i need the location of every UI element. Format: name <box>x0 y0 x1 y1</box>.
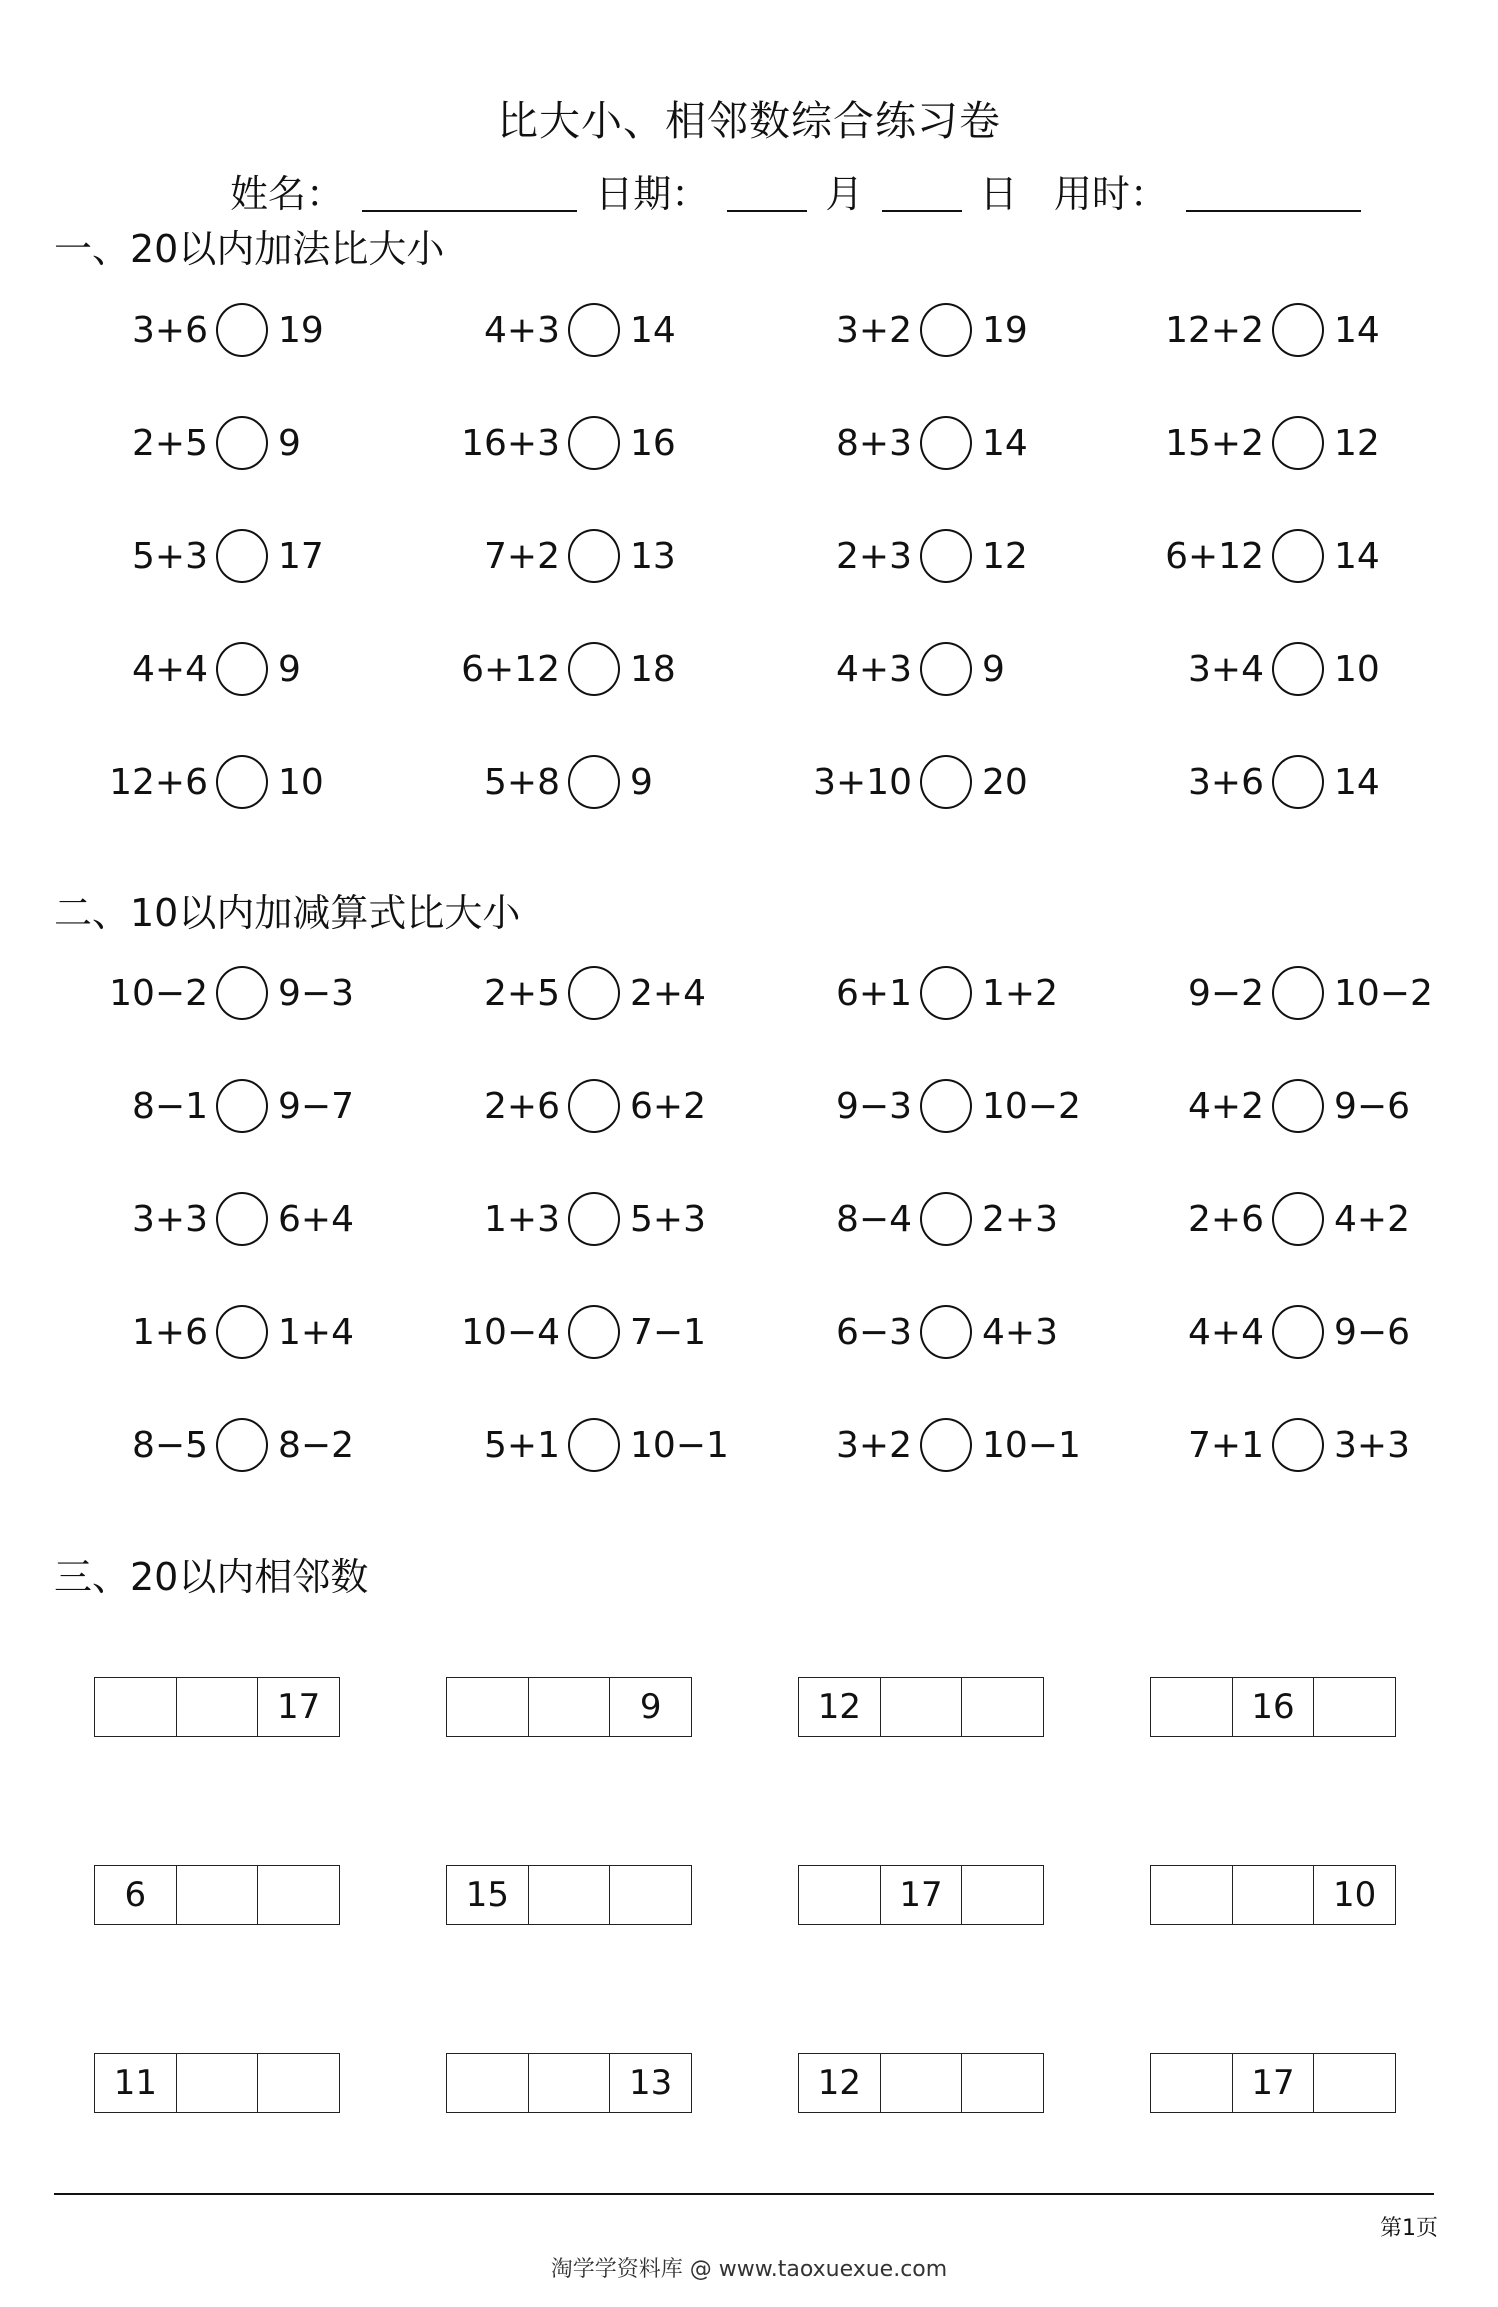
right-expression: 13 <box>630 536 676 577</box>
blank-number-box[interactable] <box>1314 2054 1395 2112</box>
adjacent-number-boxes <box>798 1865 1044 1925</box>
given-number-box: 17 <box>1233 2054 1315 2112</box>
blank-number-box[interactable] <box>799 1866 881 1924</box>
right-expression: 10−2 <box>982 1086 1081 1127</box>
right-expression: 9−3 <box>278 973 354 1014</box>
answer-circle[interactable] <box>568 1305 620 1359</box>
answer-circle[interactable] <box>568 1418 620 1472</box>
name-blank[interactable] <box>362 170 577 212</box>
answer-circle[interactable] <box>216 1418 268 1472</box>
right-expression: 12 <box>1334 423 1380 464</box>
right-expression: 17 <box>278 536 324 577</box>
left-expression: 1+6 <box>132 1312 208 1353</box>
right-expression: 3+3 <box>1334 1425 1410 1466</box>
blank-number-box[interactable] <box>1151 1866 1233 1924</box>
answer-circle[interactable] <box>568 755 620 809</box>
answer-circle[interactable] <box>1272 303 1324 357</box>
left-expression: 9−2 <box>1188 973 1264 1014</box>
adjacent-number-boxes <box>446 2053 692 2113</box>
left-expression: 2+5 <box>132 423 208 464</box>
right-expression: 10−2 <box>1334 973 1433 1014</box>
student-info-line <box>230 163 1330 216</box>
right-expression: 9−6 <box>1334 1086 1410 1127</box>
adjacent-number-boxes <box>94 1677 340 1737</box>
right-expression: 4+3 <box>982 1312 1058 1353</box>
answer-circle[interactable] <box>920 1305 972 1359</box>
answer-circle[interactable] <box>1272 1418 1324 1472</box>
section-2-heading: 二、10以内加减算式比大小 <box>54 891 521 935</box>
blank-number-box[interactable] <box>1151 2054 1233 2112</box>
right-expression: 9−7 <box>278 1086 354 1127</box>
right-expression: 10 <box>278 762 324 803</box>
left-expression: 7+1 <box>1188 1425 1264 1466</box>
right-expression: 14 <box>982 423 1028 464</box>
answer-circle[interactable] <box>1272 1305 1324 1359</box>
adjacent-number-boxes <box>446 1677 692 1737</box>
month-label: 月 <box>825 172 864 216</box>
day-blank[interactable] <box>882 170 962 212</box>
blank-number-box[interactable] <box>1314 1678 1395 1736</box>
left-expression: 8−4 <box>836 1199 912 1240</box>
answer-circle[interactable] <box>920 966 972 1020</box>
answer-circle[interactable] <box>216 642 268 696</box>
left-expression: 2+5 <box>484 973 560 1014</box>
blank-number-box[interactable] <box>447 1678 529 1736</box>
right-expression: 9 <box>278 649 301 690</box>
right-expression: 16 <box>630 423 676 464</box>
footer-divider <box>54 2193 1434 2195</box>
left-expression: 5+8 <box>484 762 560 803</box>
left-expression: 4+4 <box>1188 1312 1264 1353</box>
section-3-heading: 三、20以内相邻数 <box>54 1555 369 1599</box>
right-expression: 14 <box>630 310 676 351</box>
answer-circle[interactable] <box>216 416 268 470</box>
given-number-box: 11 <box>95 2054 177 2112</box>
answer-circle[interactable] <box>920 755 972 809</box>
adjacent-number-boxes <box>1150 2053 1396 2113</box>
right-expression: 8−2 <box>278 1425 354 1466</box>
answer-circle[interactable] <box>1272 416 1324 470</box>
given-number-box: 10 <box>1333 1875 1377 1915</box>
left-expression: 3+10 <box>813 762 912 803</box>
answer-circle[interactable] <box>216 966 268 1020</box>
answer-circle[interactable] <box>1272 755 1324 809</box>
right-expression: 7−1 <box>630 1312 706 1353</box>
date-label: 日期： <box>595 172 710 216</box>
right-expression: 14 <box>1334 310 1380 351</box>
blank-number-box[interactable] <box>881 1678 963 1736</box>
right-expression: 1+4 <box>278 1312 354 1353</box>
right-expression: 1+2 <box>982 973 1058 1014</box>
blank-number-box[interactable] <box>610 1866 691 1924</box>
answer-circle[interactable] <box>1272 966 1324 1020</box>
right-expression: 10−1 <box>982 1425 1081 1466</box>
answer-circle[interactable] <box>1272 642 1324 696</box>
left-expression: 12+2 <box>1165 310 1264 351</box>
day-label: 日 <box>979 172 1018 216</box>
blank-number-box[interactable] <box>529 2054 611 2112</box>
answer-circle[interactable] <box>920 416 972 470</box>
answer-circle[interactable] <box>1272 1192 1324 1246</box>
answer-circle[interactable] <box>568 303 620 357</box>
left-expression: 8+3 <box>836 423 912 464</box>
left-expression: 6+12 <box>1165 536 1264 577</box>
page-title: 比大小、相邻数综合练习卷 <box>497 97 1001 145</box>
right-expression: 6+4 <box>278 1199 354 1240</box>
blank-number-box[interactable] <box>529 1866 611 1924</box>
right-expression: 10 <box>1334 649 1380 690</box>
given-number-box: 12 <box>799 1678 881 1736</box>
left-expression: 9−3 <box>836 1086 912 1127</box>
blank-number-box[interactable] <box>1233 1866 1315 1924</box>
blank-number-box[interactable] <box>881 2054 963 2112</box>
right-expression: 9−6 <box>1334 1312 1410 1353</box>
blank-number-box[interactable] <box>962 2054 1043 2112</box>
blank-number-box[interactable] <box>1151 1678 1233 1736</box>
adjacent-number-boxes <box>798 1677 1044 1737</box>
left-expression: 4+3 <box>836 649 912 690</box>
answer-circle[interactable] <box>568 1079 620 1133</box>
left-expression: 3+2 <box>836 310 912 351</box>
right-expression: 4+2 <box>1334 1199 1410 1240</box>
given-number-box: 9 <box>639 1687 662 1727</box>
answer-circle[interactable] <box>216 1305 268 1359</box>
answer-circle[interactable] <box>216 303 268 357</box>
answer-circle[interactable] <box>920 642 972 696</box>
answer-circle[interactable] <box>920 1192 972 1246</box>
footer-watermark: 淘学学资料库 @ www.taoxuexue.com <box>550 2257 948 2282</box>
given-number-box: 16 <box>1233 1678 1315 1736</box>
right-expression: 2+4 <box>630 973 706 1014</box>
answer-circle[interactable] <box>920 1079 972 1133</box>
answer-circle[interactable] <box>920 1418 972 1472</box>
left-expression: 6+12 <box>461 649 560 690</box>
right-expression: 12 <box>982 536 1028 577</box>
right-expression: 5+3 <box>630 1199 706 1240</box>
left-expression: 2+3 <box>836 536 912 577</box>
left-expression: 6−3 <box>836 1312 912 1353</box>
blank-number-box[interactable] <box>177 1678 259 1736</box>
blank-number-box[interactable] <box>962 1678 1043 1736</box>
left-expression: 2+6 <box>1188 1199 1264 1240</box>
blank-number-box[interactable] <box>258 1866 339 1924</box>
right-expression: 2+3 <box>982 1199 1058 1240</box>
answer-circle[interactable] <box>216 529 268 583</box>
answer-circle[interactable] <box>216 1192 268 1246</box>
right-expression: 14 <box>1334 762 1380 803</box>
left-expression: 4+3 <box>484 310 560 351</box>
right-expression: 6+2 <box>630 1086 706 1127</box>
right-expression: 9 <box>278 423 301 464</box>
left-expression: 3+4 <box>1188 649 1264 690</box>
answer-circle[interactable] <box>1272 529 1324 583</box>
given-number-box: 15 <box>447 1866 529 1924</box>
month-blank[interactable] <box>727 170 807 212</box>
time-label: 用时： <box>1053 172 1168 216</box>
given-number-box: 17 <box>277 1687 321 1727</box>
given-number-box: 12 <box>799 2054 881 2112</box>
answer-circle[interactable] <box>216 1079 268 1133</box>
adjacent-number-boxes <box>446 1865 692 1925</box>
left-expression: 16+3 <box>461 423 560 464</box>
left-expression: 6+1 <box>836 973 912 1014</box>
left-expression: 8−5 <box>132 1425 208 1466</box>
answer-circle[interactable] <box>216 755 268 809</box>
answer-circle[interactable] <box>920 303 972 357</box>
right-expression: 9 <box>630 762 653 803</box>
given-number-box: 6 <box>95 1866 177 1924</box>
left-expression: 4+2 <box>1188 1086 1264 1127</box>
left-expression: 10−4 <box>461 1312 560 1353</box>
blank-number-box[interactable] <box>529 1678 611 1736</box>
right-expression: 19 <box>982 310 1028 351</box>
adjacent-number-boxes <box>1150 1865 1396 1925</box>
section-1-heading: 一、20以内加法比大小 <box>54 227 445 271</box>
left-expression: 10−2 <box>109 973 208 1014</box>
answer-circle[interactable] <box>568 529 620 583</box>
adjacent-number-boxes <box>94 1865 340 1925</box>
left-expression: 3+6 <box>132 310 208 351</box>
page-number: 第1页 <box>1380 2216 1438 2241</box>
blank-number-box[interactable] <box>95 1678 177 1736</box>
answer-circle[interactable] <box>568 416 620 470</box>
blank-number-box[interactable] <box>447 2054 529 2112</box>
name-label: 姓名： <box>230 172 345 216</box>
left-expression: 5+3 <box>132 536 208 577</box>
left-expression: 3+3 <box>132 1199 208 1240</box>
left-expression: 12+6 <box>109 762 208 803</box>
blank-number-box[interactable] <box>962 1866 1043 1924</box>
answer-circle[interactable] <box>568 966 620 1020</box>
left-expression: 7+2 <box>484 536 560 577</box>
answer-circle[interactable] <box>920 529 972 583</box>
left-expression: 4+4 <box>132 649 208 690</box>
right-expression: 14 <box>1334 536 1380 577</box>
left-expression: 2+6 <box>484 1086 560 1127</box>
answer-circle[interactable] <box>568 1192 620 1246</box>
left-expression: 1+3 <box>484 1199 560 1240</box>
left-expression: 15+2 <box>1165 423 1264 464</box>
blank-number-box[interactable] <box>177 2054 259 2112</box>
given-number-box: 17 <box>881 1866 963 1924</box>
answer-circle[interactable] <box>568 642 620 696</box>
left-expression: 8−1 <box>132 1086 208 1127</box>
blank-number-box[interactable] <box>258 2054 339 2112</box>
left-expression: 5+1 <box>484 1425 560 1466</box>
blank-number-box[interactable] <box>177 1866 259 1924</box>
adjacent-number-boxes <box>94 2053 340 2113</box>
right-expression: 20 <box>982 762 1028 803</box>
time-blank[interactable] <box>1186 170 1361 212</box>
left-expression: 3+6 <box>1188 762 1264 803</box>
right-expression: 18 <box>630 649 676 690</box>
left-expression: 3+2 <box>836 1425 912 1466</box>
answer-circle[interactable] <box>1272 1079 1324 1133</box>
adjacent-number-boxes <box>798 2053 1044 2113</box>
adjacent-number-boxes <box>1150 1677 1396 1737</box>
right-expression: 19 <box>278 310 324 351</box>
right-expression: 10−1 <box>630 1425 729 1466</box>
given-number-box: 13 <box>629 2063 673 2103</box>
right-expression: 9 <box>982 649 1005 690</box>
